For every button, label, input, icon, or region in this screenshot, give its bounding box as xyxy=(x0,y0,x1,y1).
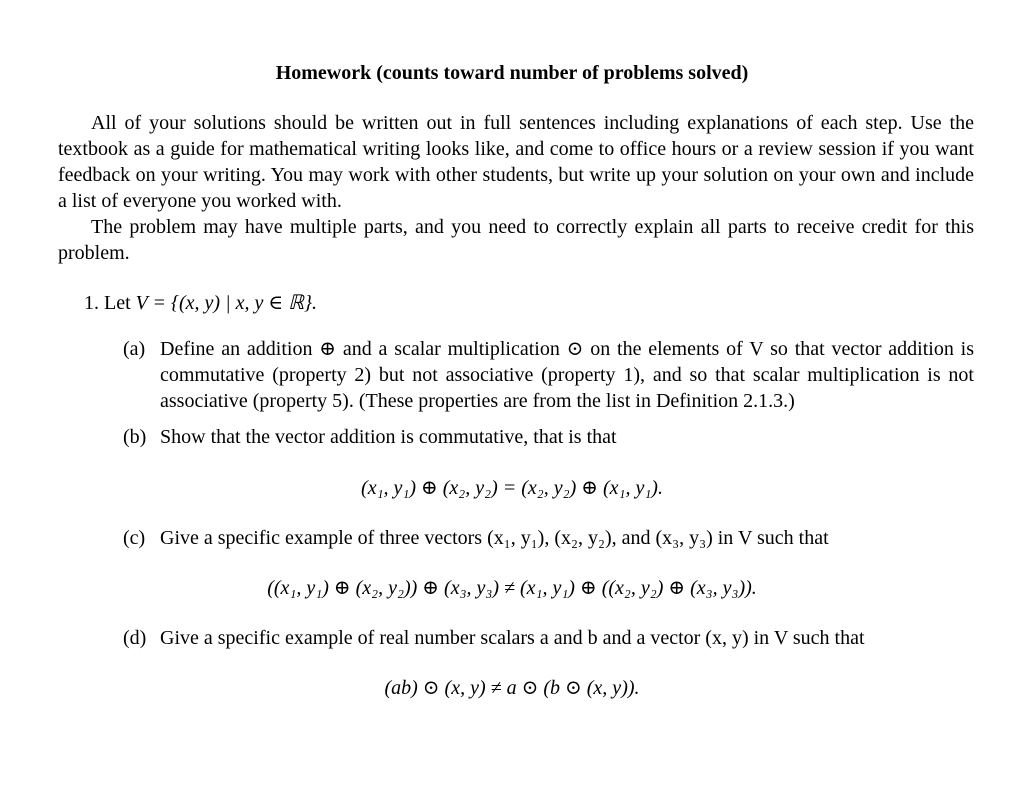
problem-number: 1. xyxy=(84,292,99,314)
part-a xyxy=(123,336,974,414)
part-d-label: (d) xyxy=(123,627,147,649)
part-c-text: Give a specific example of three vectors (x₁, y₁), (x₂, y₂), and (x₃, y₃) in V such that xyxy=(160,527,829,549)
part-b xyxy=(123,424,974,450)
instructions-paragraph-2: The problem may have multiple parts, and you need to correctly explain all parts to receive credit for this problem. xyxy=(58,216,974,264)
instructions xyxy=(58,110,974,266)
page-title: Homework (counts toward number of problems solved) xyxy=(275,62,749,84)
part-a-text: Define an addition ⊕ and a scalar multiplication ⊙ on the elements of V so that vector addition is commutative (property 2) but not associative (property 1), and so that scalar multiplication is not associative (property 5). (These properties are from the list in Definition 2.1.3.) xyxy=(160,338,974,412)
set-definition: V = {(x, y) | x, y ∈ ℝ}. xyxy=(135,292,317,314)
part-b-label: (b) xyxy=(123,426,147,448)
part-c xyxy=(123,525,974,551)
part-c-label: (c) xyxy=(123,527,146,549)
part-a-label: (a) xyxy=(123,338,146,360)
part-d-text: Give a specific example of real number scalars a and b and a vector (x, y) in V such that xyxy=(160,627,865,649)
part-b-equation: (x₁, y₁) ⊕ (x₂, y₂) = (x₂, y₂) ⊕ (x₁, y₁). xyxy=(361,477,663,499)
problem-1-heading xyxy=(84,290,317,316)
part-d xyxy=(123,625,974,651)
instructions-paragraph-1: All of your solutions should be written out in full sentences including explanations of each step. Use the textbook as a guide for mathematical writing looks like, and come to office hours or a review session if you want feedback on your writing. You may work with other students, but write up your solution on your own and include a list of everyone you worked with. xyxy=(58,112,974,212)
part-b-text: Show that the vector addition is commutative, that is that xyxy=(160,426,617,448)
part-c-equation: ((x₁, y₁) ⊕ (x₂, y₂)) ⊕ (x₃, y₃) ≠ (x₁, y₁) ⊕ ((x₂, y₂) ⊕ (x₃, y₃)). xyxy=(267,577,757,599)
problem-lead: Let xyxy=(104,292,131,314)
part-d-equation: (ab) ⊙ (x, y) ≠ a ⊙ (b ⊙ (x, y)). xyxy=(384,677,640,699)
